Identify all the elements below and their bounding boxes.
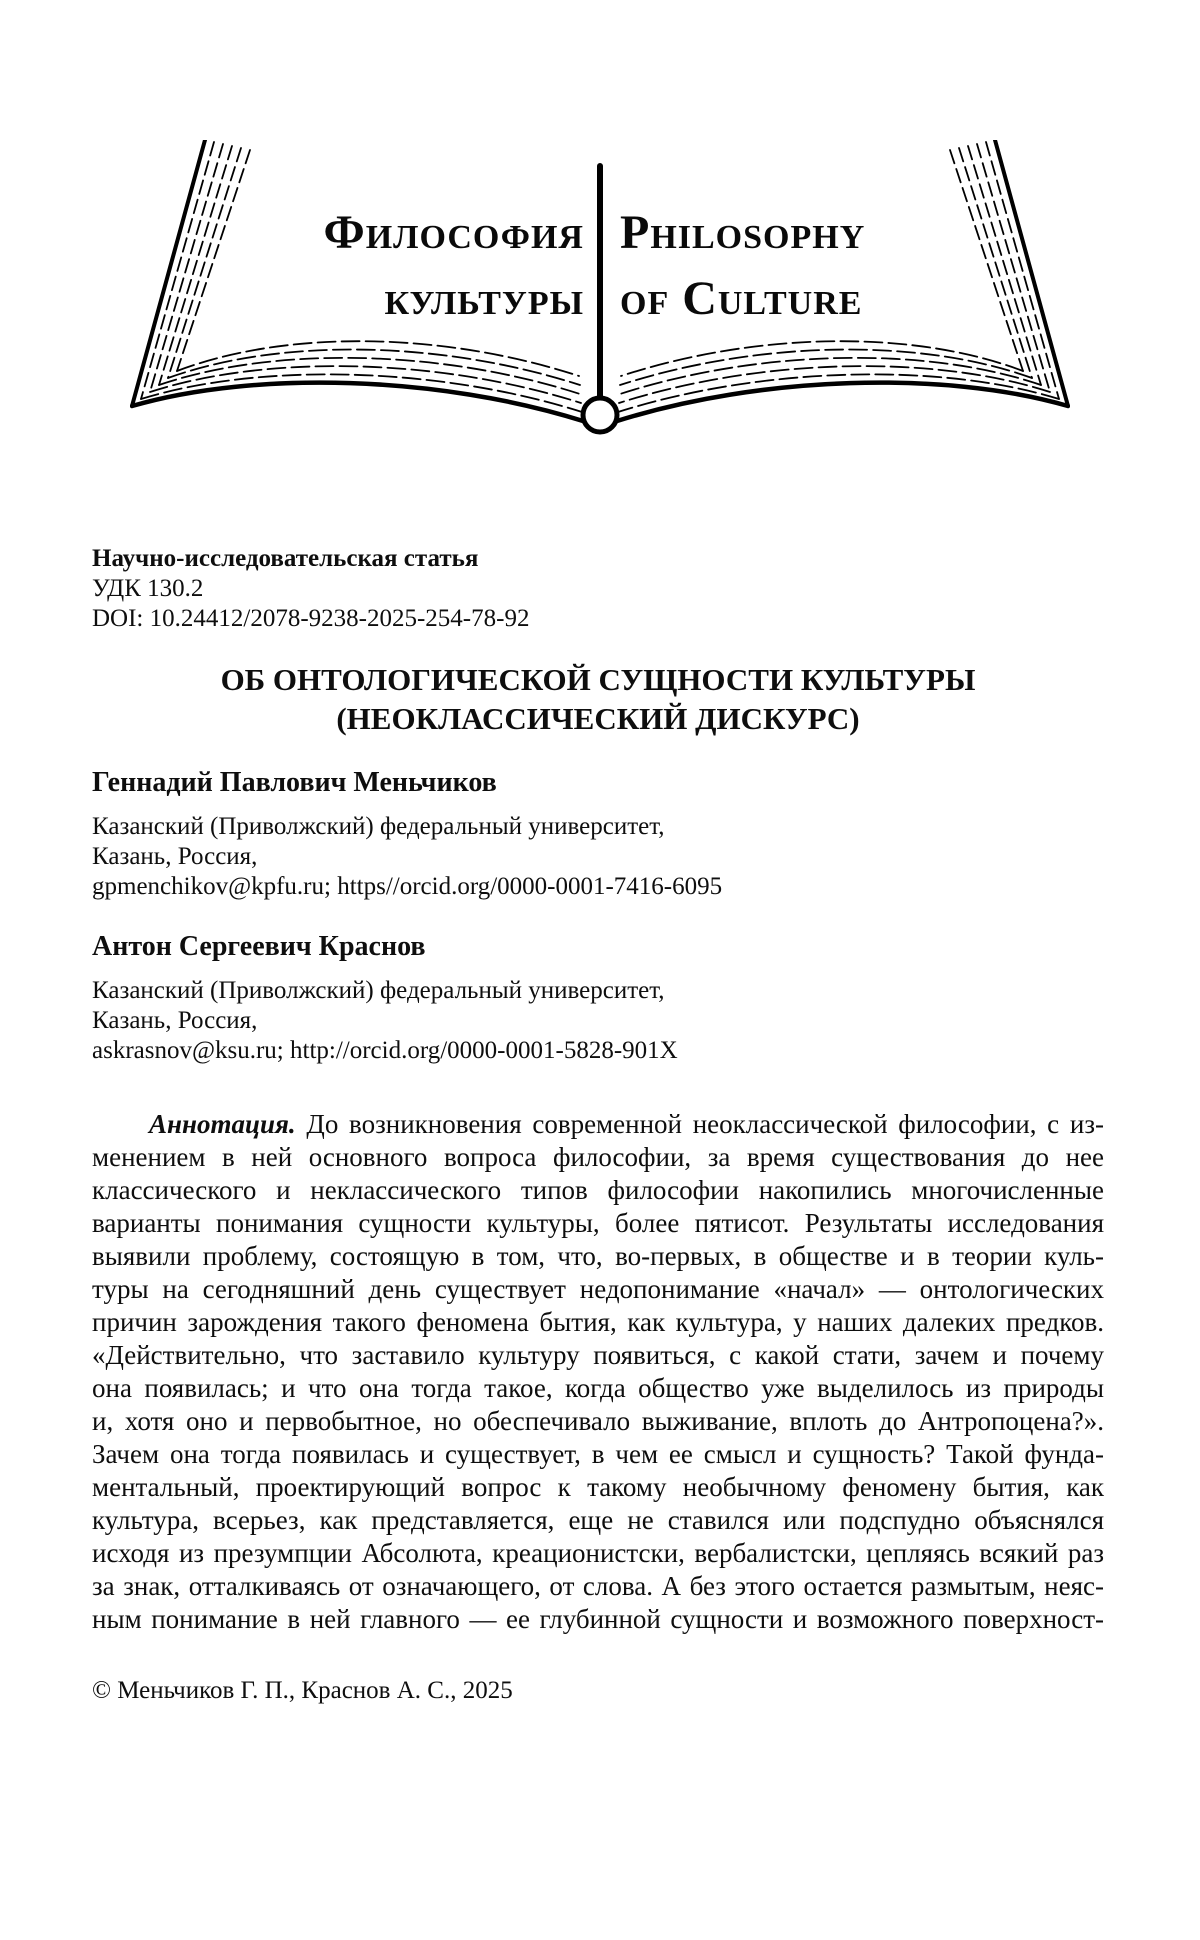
abstract-line <box>92 1108 1104 1141</box>
abstract-line: варианты понимания сущности культуры, более пятисот. Результаты исследования <box>92 1208 1104 1238</box>
article-title-line1: ОБ ОНТОЛОГИЧЕСКОЙ СУЩНОСТИ КУЛЬТУРЫ <box>220 662 976 697</box>
article-title-line2: (НЕОКЛАССИЧЕСКИЙ ДИСКУРС) <box>336 701 860 736</box>
journal-name-ru-line2: культуры <box>384 272 584 325</box>
abstract-line: классического и неклассического типов философии накопились многочисленные <box>92 1175 1104 1205</box>
article-content <box>92 544 1104 1706</box>
journal-name-en-line1: Philosophy <box>620 206 866 259</box>
journal-logo <box>130 140 1070 440</box>
abstract-line: выявили проблему, состоящую в том, что, во-первых, в обществе и в теории куль- <box>92 1241 1104 1271</box>
abstract-text: До возникновения современной неоклассической философии, с из- <box>306 1109 1104 1139</box>
abstract-line: и, хотя оно и первобытное, но обеспечивало выживание, вплоть до Антропоцена?». <box>92 1406 1104 1436</box>
abstract-line: причин зарождения такого феномена бытия, как культура, у наших далеких предков. <box>92 1307 1104 1337</box>
author-affiliation-1 <box>92 812 1104 902</box>
abstract-line: исходя из презумпции Абсолюта, креационистски, вербалистски, цепляясь всякий раз <box>92 1538 1104 1568</box>
abstract-line: «Действительно, что заставило культуру появиться, с какой стати, зачем и почему <box>92 1340 1104 1370</box>
abstract-line: ным понимание в ней главного — ее глубинной сущности и возможного поверхност- <box>92 1604 1104 1634</box>
doi-number: DOI: 10.24412/2078-9238-2025-254-78-92 <box>92 605 530 632</box>
page <box>0 140 1200 1940</box>
author-name-2: Антон Сергеевич Краснов <box>92 931 426 962</box>
abstract <box>92 1108 1104 1636</box>
abstract-line: Зачем она тогда появилась и существует, в чем ее смысл и сущность? Такой фунда- <box>92 1439 1104 1469</box>
copyright-notice: © Меньчиков Г. П., Краснов А. С., 2025 <box>92 1677 513 1704</box>
author-contact-1: gpmenchikov@kpfu.ru; https//orcid.org/0000-0001-7416-6095 <box>92 873 723 900</box>
journal-name-en <box>620 200 865 332</box>
article-type-label: Научно-исследовательская статья <box>92 545 479 572</box>
affiliation-university: Казанский (Приволжский) федеральный университет, <box>92 977 665 1004</box>
journal-name-ru-line1: Философия <box>323 206 584 259</box>
abstract-line: менением в ней основного вопроса философии, за время существования до нее <box>92 1142 1104 1172</box>
abstract-line: туры на сегодняшний день существует недопонимание «начал» — онтологических <box>92 1274 1104 1304</box>
article-title <box>92 660 1104 738</box>
abstract-label: Аннотация. <box>149 1109 296 1139</box>
abstract-line: культура, всерьез, как представляется, еще не ставился или подспудно объяснялся <box>92 1505 1104 1535</box>
udc-number: УДК 130.2 <box>92 575 204 602</box>
affiliation-city: Казань, Россия, <box>92 1007 258 1034</box>
journal-name-ru <box>324 200 585 332</box>
abstract-line: за знак, отталкиваясь от означающего, от слова. А без этого остается размытым, неяс- <box>92 1571 1104 1601</box>
affiliation-city: Казань, Россия, <box>92 843 258 870</box>
open-book-icon <box>130 140 1070 440</box>
author-contact-2: askrasnov@ksu.ru; http://orcid.org/0000-0001-5828-901X <box>92 1037 678 1064</box>
author-name-1: Геннадий Павлович Меньчиков <box>92 767 497 798</box>
article-meta <box>92 544 1104 634</box>
author-affiliation-2 <box>92 976 1104 1066</box>
journal-name-en-line2: of Culture <box>620 272 863 325</box>
affiliation-university: Казанский (Приволжский) федеральный университет, <box>92 813 665 840</box>
abstract-line: ментальный, проектирующий вопрос к такому необычному феномену бытия, как <box>92 1472 1104 1502</box>
abstract-line: она появилась; и что она тогда такое, когда общество уже выделилось из природы <box>92 1373 1104 1403</box>
